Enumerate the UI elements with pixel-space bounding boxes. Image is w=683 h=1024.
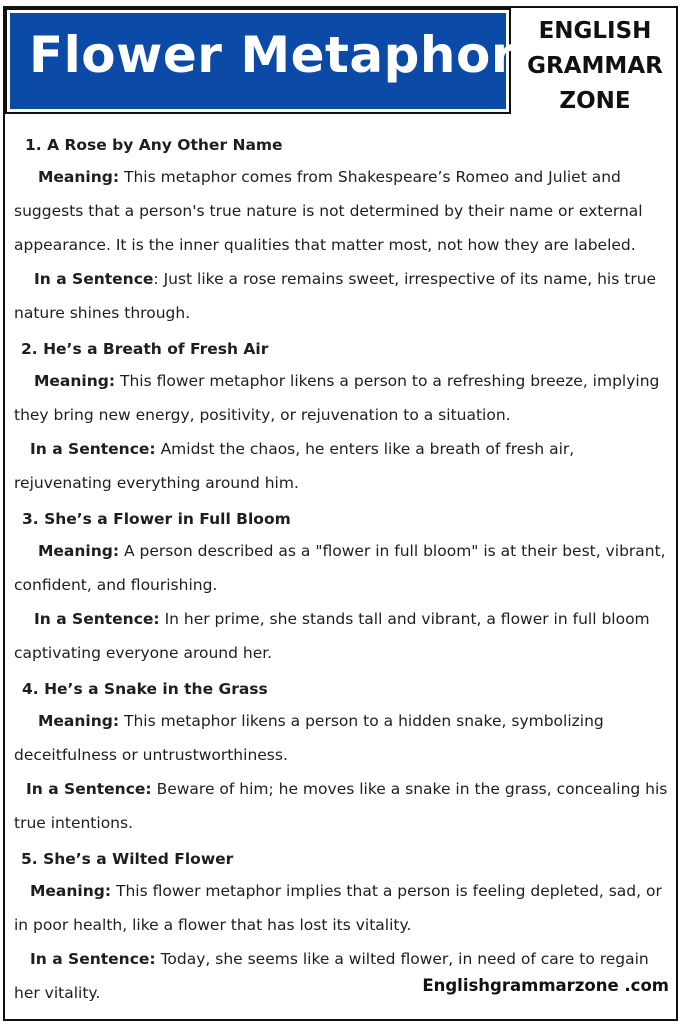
brand-line: GRAMMAR bbox=[527, 53, 663, 79]
meaning-label: Meaning: bbox=[30, 882, 112, 900]
sentence-label: In a Sentence: bbox=[26, 780, 152, 798]
page-title: Flower Metaphors bbox=[29, 26, 547, 84]
brand-logo bbox=[513, 14, 677, 119]
meaning-paragraph bbox=[14, 874, 672, 942]
sentence-paragraph bbox=[14, 432, 672, 500]
title-banner bbox=[5, 8, 547, 114]
brand-line: ENGLISH bbox=[538, 18, 652, 44]
sentence-text: In her prime, she stands tall and vibrant, a flower in full bloom captivating everyone around her. bbox=[14, 610, 650, 662]
sentence-text: Beware of him; he moves like a snake in the grass, concealing his true intentions. bbox=[14, 780, 668, 832]
meaning-text: This metaphor likens a person to a hidden snake, symbolizing deceitfulness or untrustworthiness. bbox=[14, 712, 604, 764]
meaning-label: Meaning: bbox=[38, 712, 120, 730]
metaphor-list bbox=[14, 126, 672, 1010]
site-url: Englishgrammarzone .com bbox=[422, 976, 669, 995]
item-title: 2. He’s a Breath of Fresh Air bbox=[21, 340, 269, 358]
item-title: 5. She’s a Wilted Flower bbox=[21, 850, 234, 868]
sentence-label: In a Sentence: bbox=[30, 440, 156, 458]
meaning-paragraph bbox=[14, 704, 672, 772]
meaning-text: This flower metaphor likens a person to a refreshing breeze, implying they bring new energy, positivity, or rejuvenation to a situation. bbox=[14, 372, 660, 424]
sentence-paragraph bbox=[14, 262, 672, 330]
item-title: 3. She’s a Flower in Full Bloom bbox=[22, 510, 291, 528]
sentence-text: Today, she seems like a wilted flower, in need of care to regain her vitality. bbox=[14, 950, 649, 1002]
meaning-paragraph bbox=[14, 364, 672, 432]
sentence-text: : Just like a rose remains sweet, irrespective of its name, his true nature shines through. bbox=[14, 270, 657, 322]
meaning-label: Meaning: bbox=[38, 542, 120, 560]
meaning-text: A person described as a "flower in full bloom" is at their best, vibrant, confident, and flourishing. bbox=[14, 542, 666, 594]
meaning-text: This flower metaphor implies that a person is feeling depleted, sad, or in poor health, like a flower that has lost its vitality. bbox=[14, 882, 662, 934]
meaning-paragraph bbox=[14, 534, 672, 602]
sentence-label: In a Sentence: bbox=[30, 950, 156, 968]
sentence-label: In a Sentence bbox=[34, 270, 154, 288]
item-title: 1. A Rose by Any Other Name bbox=[25, 136, 283, 154]
brand-line: ZONE bbox=[559, 88, 631, 114]
meaning-label: Meaning: bbox=[38, 168, 120, 186]
sentence-paragraph bbox=[14, 602, 672, 670]
meaning-paragraph bbox=[14, 160, 672, 262]
sentence-paragraph bbox=[14, 772, 672, 840]
meaning-text: This metaphor comes from Shakespeare’s Romeo and Juliet and suggests that a person's true nature is not determined by their name or external appearance. It is the inner qualities that matter most, not how they are labeled. bbox=[14, 168, 643, 254]
sentence-text: Amidst the chaos, he enters like a breath of fresh air, rejuvenating everything around him. bbox=[14, 440, 575, 492]
sentence-label: In a Sentence: bbox=[34, 610, 160, 628]
item-title: 4. He’s a Snake in the Grass bbox=[22, 680, 268, 698]
meaning-label: Meaning: bbox=[34, 372, 116, 390]
